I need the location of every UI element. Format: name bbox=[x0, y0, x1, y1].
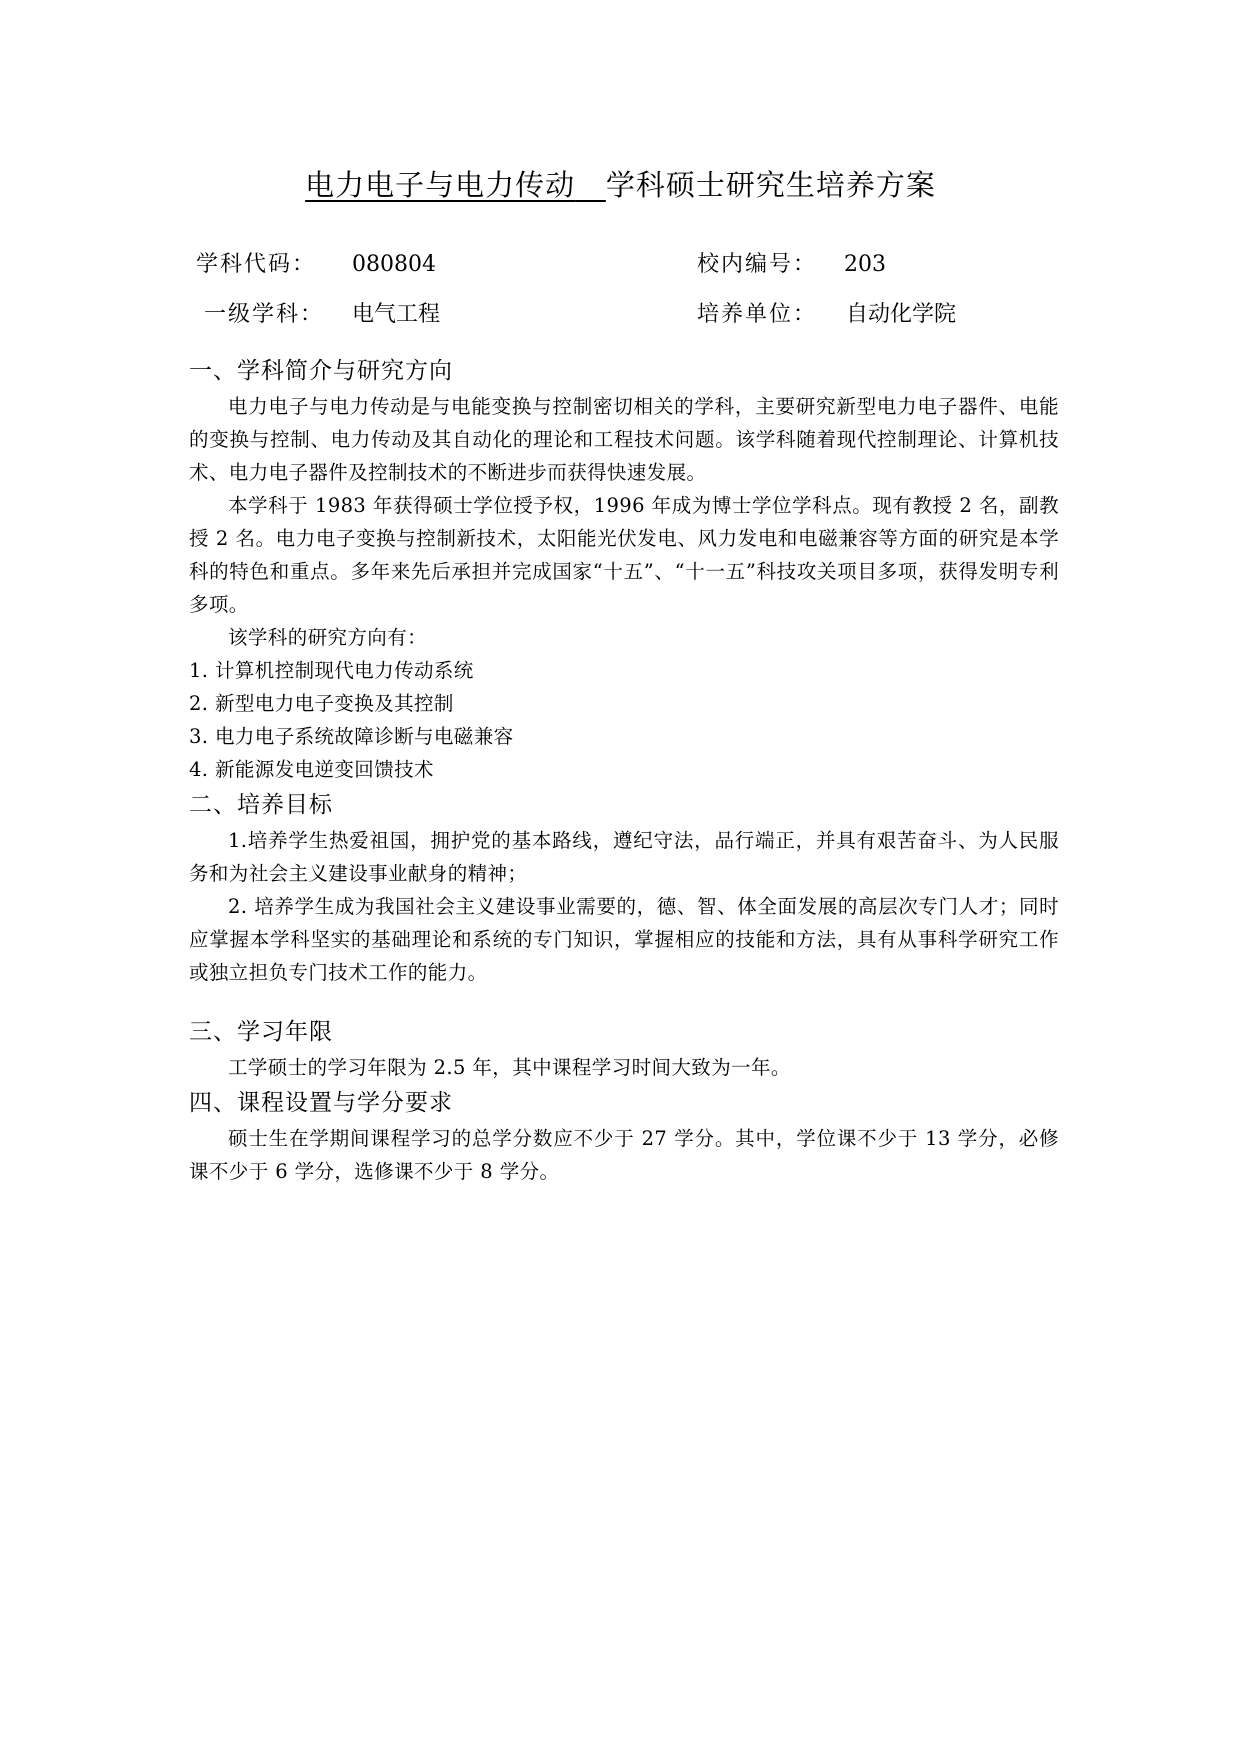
section-intro-heading: 一、学科简介与研究方向 bbox=[189, 358, 453, 384]
school-no-label: 校内编号： bbox=[697, 252, 818, 277]
goals-paragraph-1: 1.培养学生热爱祖国，拥护党的基本路线，遵纪守法，品行端正，并具有艰苦奋斗、为人民服务和为社会主义建设事业献身的精神； bbox=[189, 829, 1059, 885]
first-level-value: 电气工程 bbox=[352, 302, 441, 327]
duration-paragraph-1: 工学硕士的学习年限为 2.5 年，其中课程学习时间大致为一年。 bbox=[228, 1056, 791, 1079]
unit-label: 培养单位： bbox=[697, 302, 818, 327]
research-direction-3: 3. 电力电子系统故障诊断与电磁兼容 bbox=[189, 725, 514, 748]
section-goals-heading: 二、培养目标 bbox=[189, 792, 333, 818]
research-direction-1: 1. 计算机控制现代电力传动系统 bbox=[189, 659, 474, 682]
page-title bbox=[0, 165, 1241, 205]
document-body bbox=[189, 352, 1059, 1188]
unit-value: 自动化学院 bbox=[846, 302, 957, 327]
intro-paragraph-1: 电力电子与电力传动是与电能变换与控制密切相关的学科，主要研究新型电力电子器件、电能的变换与控制、电力传动及其自动化的理论和工程技术问题。该学科随着现代控制理论、计算机技术、电力电子器件及控制技术的不断进步而获得快速发展。 bbox=[189, 395, 1059, 484]
first-level-label: 一级学科： bbox=[204, 302, 325, 327]
info-school-no bbox=[697, 250, 886, 280]
research-direction-4: 4. 新能源发电逆变回馈技术 bbox=[189, 758, 434, 781]
section-spacer bbox=[189, 989, 1059, 1013]
info-unit bbox=[697, 300, 957, 330]
title-underline-gap bbox=[575, 168, 606, 202]
intro-paragraph-2: 本学科于 1983 年获得硕士学位授予权，1996 年成为博士学位学科点。现有教授 2 名，副教授 2 名。电力电子变换与控制新技术，太阳能光伏发电、风力发电和电磁兼容等方面的研究是本学科的特色和重点。多年来先后承担并完成国家“十五”、“十一五”科技攻关项目多项，获得发明专利多项。 bbox=[189, 494, 1059, 616]
title-suffix: 学科硕士研究生培养方案 bbox=[605, 168, 936, 202]
info-first-level bbox=[204, 300, 441, 330]
code-label: 学科代码： bbox=[196, 252, 317, 277]
title-subject: 电力电子与电力传动 bbox=[305, 168, 576, 202]
research-direction-2: 2. 新型电力电子变换及其控制 bbox=[189, 692, 454, 715]
intro-paragraph-3: 该学科的研究方向有： bbox=[228, 626, 428, 649]
info-code bbox=[196, 250, 436, 280]
section-duration-heading: 三、学习年限 bbox=[189, 1019, 333, 1045]
code-value: 080804 bbox=[352, 252, 436, 277]
school-no-value: 203 bbox=[844, 252, 886, 277]
goals-paragraph-2: 2. 培养学生成为我国社会主义建设事业需要的，德、智、体全面发展的高层次专门人才；同时应掌握本学科坚实的基础理论和系统的专门知识，掌握相应的技能和方法，具有从事科学研究工作或独立担负专门技术工作的能力。 bbox=[189, 895, 1059, 984]
courses-paragraph-1: 硕士生在学期间课程学习的总学分数应不少于 27 学分。其中，学位课不少于 13 学分，必修课不少于 6 学分，选修课不少于 8 学分。 bbox=[189, 1127, 1059, 1183]
section-courses-heading: 四、课程设置与学分要求 bbox=[189, 1090, 453, 1116]
